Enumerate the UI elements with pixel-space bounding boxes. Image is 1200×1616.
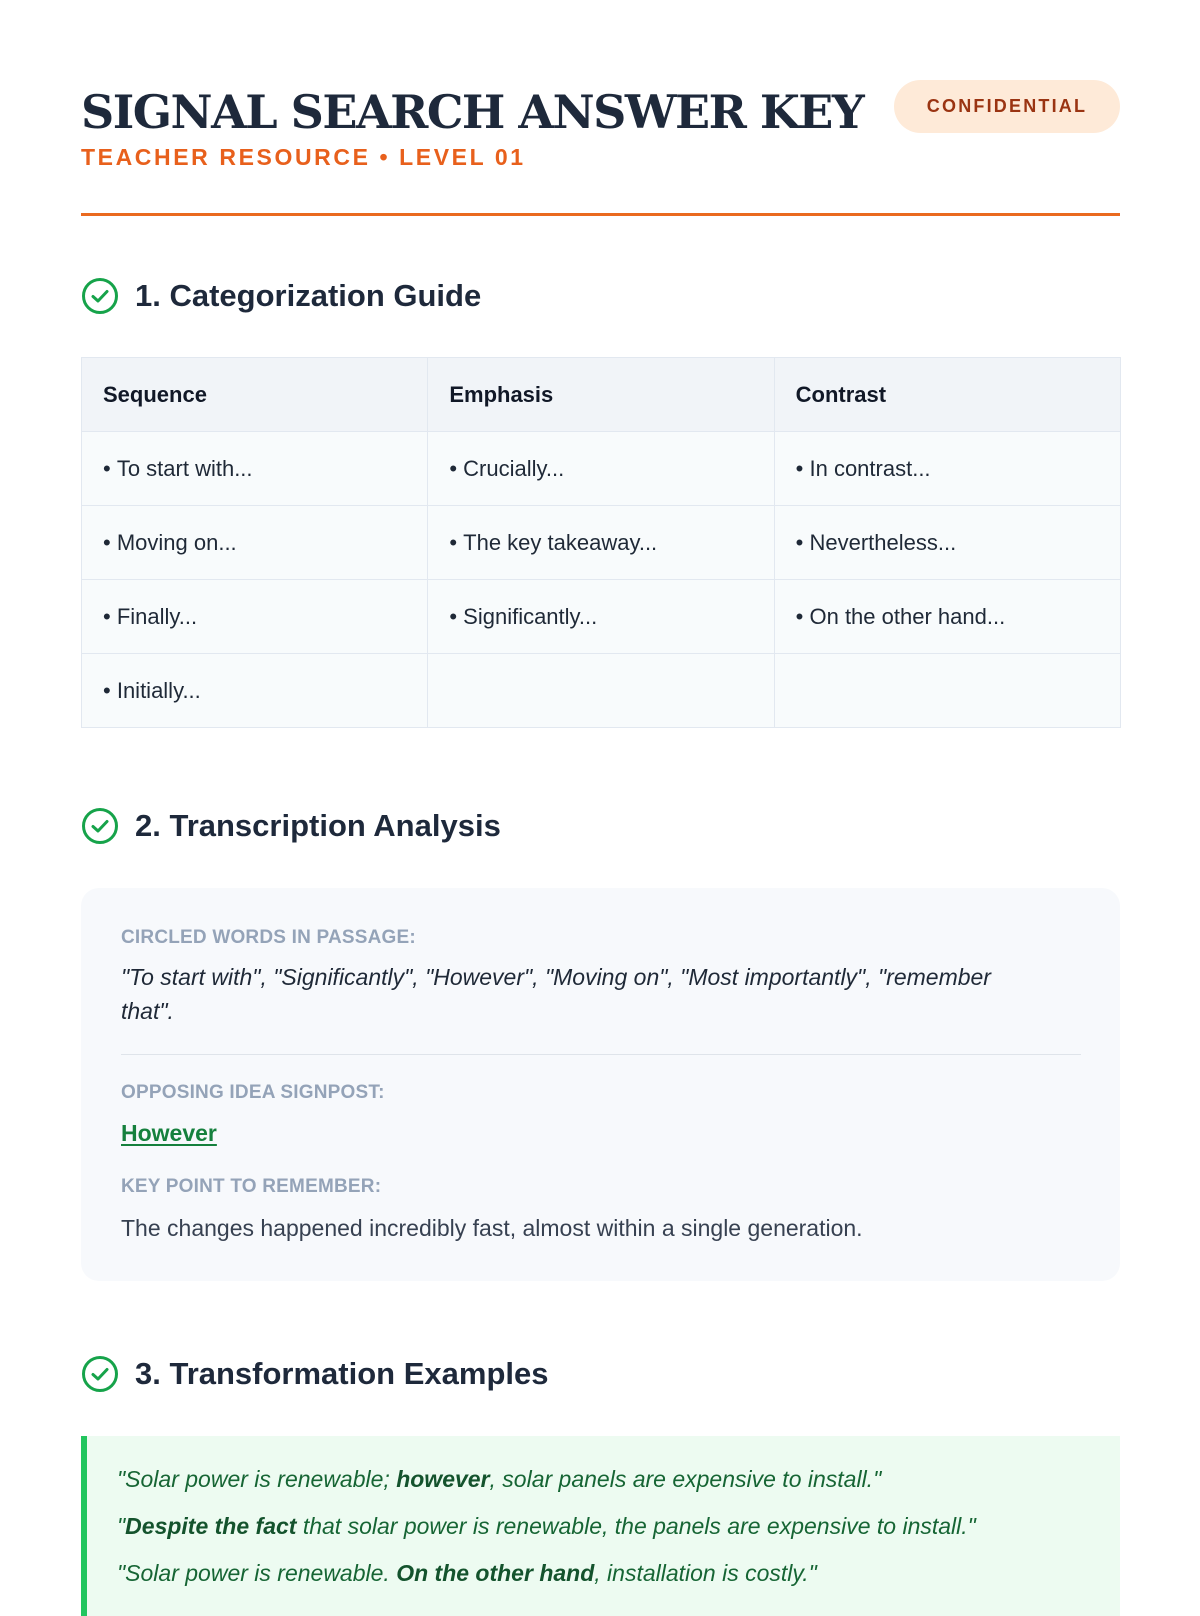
column-header-contrast: Contrast (774, 358, 1120, 432)
transcription-analysis-panel (81, 888, 1120, 1281)
circled-words-text: "To start with", "Significantly", "However", "Moving on", "Most importantly", "remember that". (121, 964, 991, 1024)
section-1-heading (81, 276, 481, 316)
cell-text: • The key takeaway... (449, 530, 657, 555)
table-cell (82, 432, 428, 506)
confidential-badge: CONFIDENTIAL (894, 80, 1120, 133)
column-header-sequence: Sequence (82, 358, 428, 432)
example-text: " (117, 1513, 126, 1539)
cell-text: • Significantly... (449, 604, 597, 629)
answer-key-page (81, 0, 1120, 1586)
signal-word: On the other hand (396, 1560, 595, 1586)
example-text: that solar power is renewable, the panels are expensive to install." (296, 1513, 976, 1539)
cell-text: • Moving on... (103, 530, 237, 555)
table-row (82, 506, 1121, 580)
table-cell (428, 506, 774, 580)
table-cell (428, 432, 774, 506)
section-3-title: 3. Transformation Examples (135, 1356, 549, 1391)
cell-text: • On the other hand... (796, 604, 1006, 629)
panel-divider (121, 1054, 1081, 1055)
key-point-label: KEY POINT TO REMEMBER: (121, 1176, 382, 1197)
transformation-examples-box (81, 1436, 1120, 1616)
example-sentence-3 (117, 1560, 817, 1587)
example-text: , solar panels are expensive to install." (489, 1466, 882, 1492)
key-point-text: The changes happened incredibly fast, almost within a single generation. (121, 1215, 863, 1241)
cell-text: • Nevertheless... (796, 530, 957, 555)
circled-words-label: CIRCLED WORDS IN PASSAGE: (121, 927, 416, 948)
section-2-title: 2. Transcription Analysis (135, 808, 501, 843)
table-row (82, 432, 1121, 506)
page-subtitle: TEACHER RESOURCE • LEVEL 01 (81, 144, 526, 170)
example-text: "Solar power is renewable; (117, 1466, 397, 1492)
check-circle-icon (81, 1355, 119, 1393)
signal-word: Despite the fact (125, 1513, 297, 1539)
table-cell-empty (428, 654, 774, 728)
check-circle-icon (81, 807, 119, 845)
cell-text: • In contrast... (796, 456, 931, 481)
example-sentence-2 (117, 1513, 976, 1540)
table-header-row (82, 358, 1121, 432)
section-3-heading (81, 1354, 548, 1394)
cell-text: • To start with... (103, 456, 253, 481)
check-circle-icon (81, 277, 119, 315)
categorization-table (81, 357, 1121, 728)
example-text: , installation is costly." (594, 1560, 817, 1586)
section-2-heading (81, 806, 501, 846)
opposing-idea-signpost: However (121, 1120, 217, 1146)
table-cell (774, 432, 1120, 506)
table-cell (774, 506, 1120, 580)
signal-word: however (396, 1466, 490, 1492)
table-cell-empty (774, 654, 1120, 728)
cell-text: • Crucially... (449, 456, 564, 481)
opposing-idea-label: OPPOSING IDEA SIGNPOST: (121, 1082, 385, 1103)
header-divider (81, 213, 1120, 216)
table-cell (82, 580, 428, 654)
table-cell (428, 580, 774, 654)
table-row (82, 654, 1121, 728)
column-header-emphasis: Emphasis (428, 358, 774, 432)
section-1-title: 1. Categorization Guide (135, 278, 482, 313)
page-header (81, 0, 1120, 216)
example-sentence-1 (117, 1466, 881, 1493)
table-cell (82, 654, 428, 728)
cell-text: • Initially... (103, 678, 201, 703)
table-cell (82, 506, 428, 580)
table-row (82, 580, 1121, 654)
table-cell (774, 580, 1120, 654)
cell-text: • Finally... (103, 604, 197, 629)
page-title: SIGNAL SEARCH ANSWER KEY (81, 85, 864, 139)
example-text: "Solar power is renewable. (117, 1560, 397, 1586)
